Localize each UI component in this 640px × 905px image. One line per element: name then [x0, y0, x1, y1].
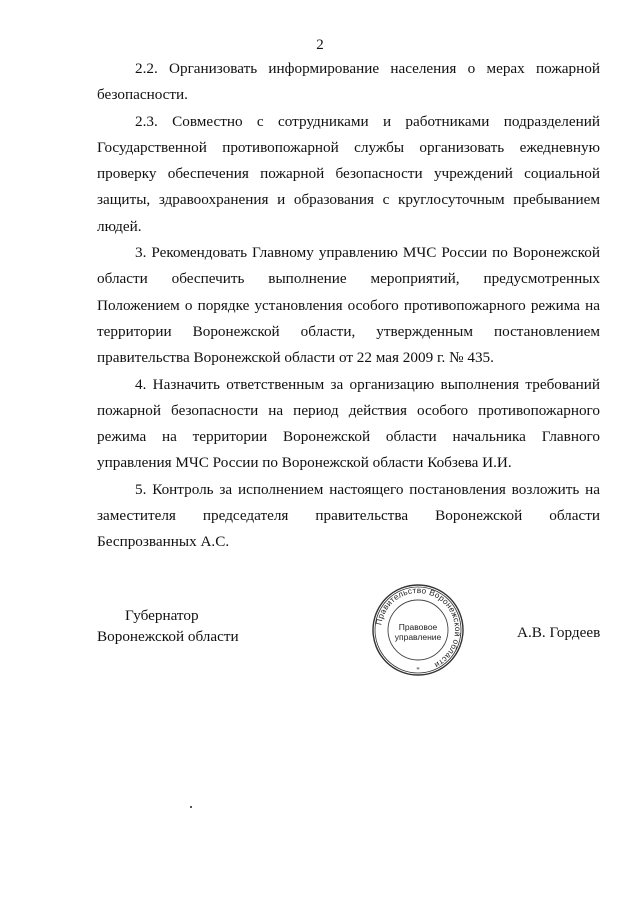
- paragraph-4: 4. Назначить ответственным за организацию выполнения требований пожарной безопасности на период действия особого противопожарного режима на территории Воронежской области начальника Главного управления МЧС России по Воронежской области Кобзева И.И.: [97, 375, 600, 472]
- signatory-position-line2: Воронежской области: [97, 628, 239, 645]
- paragraph-2-2: 2.2. Организовать информирование населения о мерах пожарной безопасности.: [97, 60, 600, 104]
- paragraph-3: 3. Рекомендовать Главному управлению МЧС России по Воронежской области обеспечить выполнение мероприятий, предусмотренных Положением о порядке установления особого противопожарного режима на территории Воронежской области, утвержденным постановлением правительства Воронежской области от 22 мая 2009 г. № 435.: [97, 244, 600, 367]
- paragraph-5: 5. Контроль за исполнением настоящего постановления возложить на заместителя председателя правительства Воронежской области Беспрозванных А.С.: [97, 480, 600, 551]
- scan-speck: [190, 806, 192, 808]
- signatory-position-line1: Губернатор: [125, 607, 199, 624]
- stamp-inner-line2: управление: [394, 632, 442, 642]
- signatory-position: [97, 605, 239, 647]
- stamp-inner-text: [392, 622, 444, 642]
- document-body: [97, 56, 600, 556]
- paragraph-2-3: 2.3. Совместно с сотрудниками и работниками подразделений Государственной противопожарной службы организовать ежедневную проверку обеспечения пожарной безопасности учреждений социальной защиты, здравоохранения и образования с круглосуточным пребыванием людей.: [97, 112, 600, 235]
- stamp-star-icon: *: [416, 666, 420, 674]
- stamp-inner-line1: Правовое: [398, 622, 438, 632]
- signatory-name: А.В. Гордеев: [517, 624, 601, 641]
- page-number: 2: [316, 37, 324, 53]
- stamp-ring-text: Правительство Воронежской области: [374, 585, 463, 670]
